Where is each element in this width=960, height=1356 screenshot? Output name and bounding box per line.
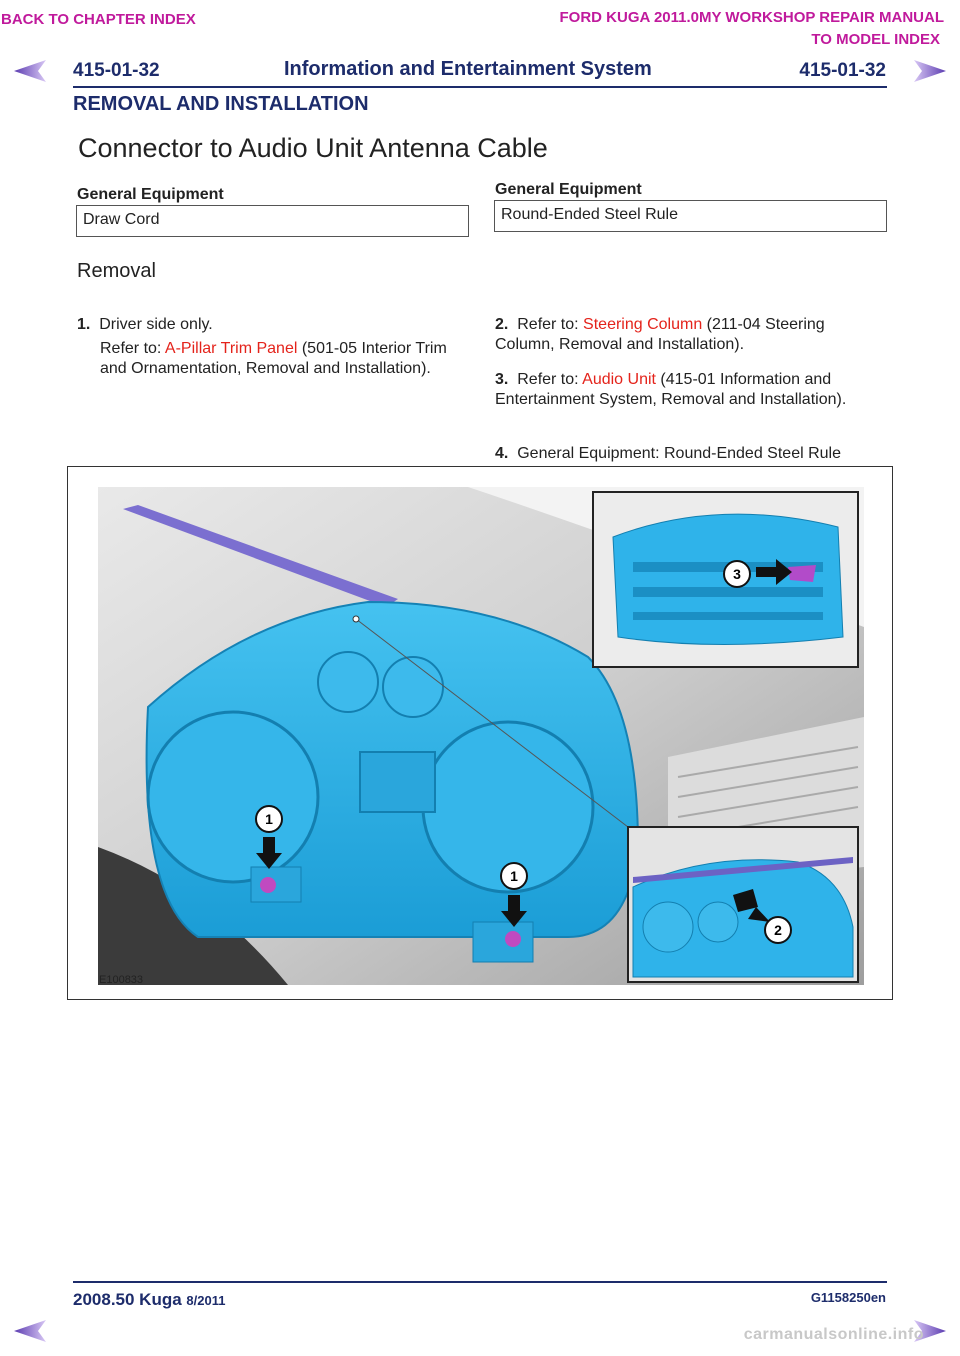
equipment-box-left	[76, 205, 469, 237]
refer-rest: (501-05 Interior Trim and Ornamentation, Removal and Installation).	[100, 340, 447, 377]
step-number: 4.	[495, 445, 509, 462]
equipment-item-draw-cord: Draw Cord	[83, 211, 160, 228]
footer-doc-code: G1158250en	[810, 1290, 886, 1305]
next-page-arrow-icon[interactable]	[912, 58, 948, 84]
refer-prefix: Refer to:	[517, 316, 584, 333]
equipment-box-right	[494, 200, 887, 232]
manual-title-link[interactable]: FORD KUGA 2011.0MY WORKSHOP REPAIR MANUAL	[559, 9, 944, 26]
refer-prefix: Refer to:	[100, 340, 165, 357]
footer-rule	[73, 1281, 887, 1283]
to-model-index-link[interactable]: TO MODEL INDEX	[811, 31, 940, 48]
callout-number: 1	[265, 811, 273, 827]
page-number-right: 415-01-32	[799, 60, 886, 81]
refer-rest: (211-04 Steering Column, Removal and Installation).	[495, 316, 825, 353]
steering-column-link[interactable]: Steering Column	[583, 316, 703, 333]
back-to-chapter-index-link[interactable]: BACK TO CHAPTER INDEX	[1, 11, 196, 28]
refer-rest: (415-01 Information and Entertainment System, Removal and Installation).	[495, 371, 847, 408]
refer-prefix: Refer to:	[517, 371, 583, 388]
instrument-cluster-illustration	[68, 467, 892, 999]
figure-id: E100833	[99, 974, 144, 986]
callout-number: 1	[510, 868, 518, 884]
footer-model-text: 2008.50 Kuga	[73, 1290, 182, 1309]
chapter-title: Information and Entertainment System	[284, 58, 652, 80]
watermark: carmanualsonline.info	[743, 1326, 924, 1343]
step-text: Driver side only.	[99, 316, 213, 333]
audio-unit-link[interactable]: Audio Unit	[582, 371, 656, 388]
general-equipment-label-left: General Equipment	[77, 186, 224, 203]
removal-heading: Removal	[77, 260, 156, 282]
step-number: 2.	[495, 316, 509, 333]
step-text: General Equipment: Round-Ended Steel Rule	[517, 445, 841, 462]
general-equipment-label-right: General Equipment	[495, 181, 642, 198]
footer-model	[73, 1290, 225, 1310]
step-number: 3.	[495, 371, 509, 388]
step-1	[77, 315, 457, 379]
previous-page-arrow-icon[interactable]	[12, 58, 48, 84]
footer-date: 8/2011	[186, 1293, 226, 1308]
section-heading: REMOVAL AND INSTALLATION	[73, 93, 369, 115]
step-number: 1.	[77, 316, 91, 333]
previous-page-arrow-icon[interactable]	[12, 1318, 48, 1344]
header-rule	[73, 86, 887, 88]
step-4	[495, 444, 885, 464]
a-pillar-trim-panel-link[interactable]: A-Pillar Trim Panel	[164, 340, 298, 357]
callout-number: 3	[733, 566, 741, 582]
equipment-item-steel-rule: Round-Ended Steel Rule	[501, 206, 679, 223]
page-title: Connector to Audio Unit Antenna Cable	[78, 133, 548, 163]
page-number-left: 415-01-32	[73, 60, 160, 81]
step-2	[495, 315, 875, 355]
callout-number: 2	[774, 922, 782, 938]
figure-frame	[67, 466, 893, 1000]
step-3	[495, 370, 875, 410]
